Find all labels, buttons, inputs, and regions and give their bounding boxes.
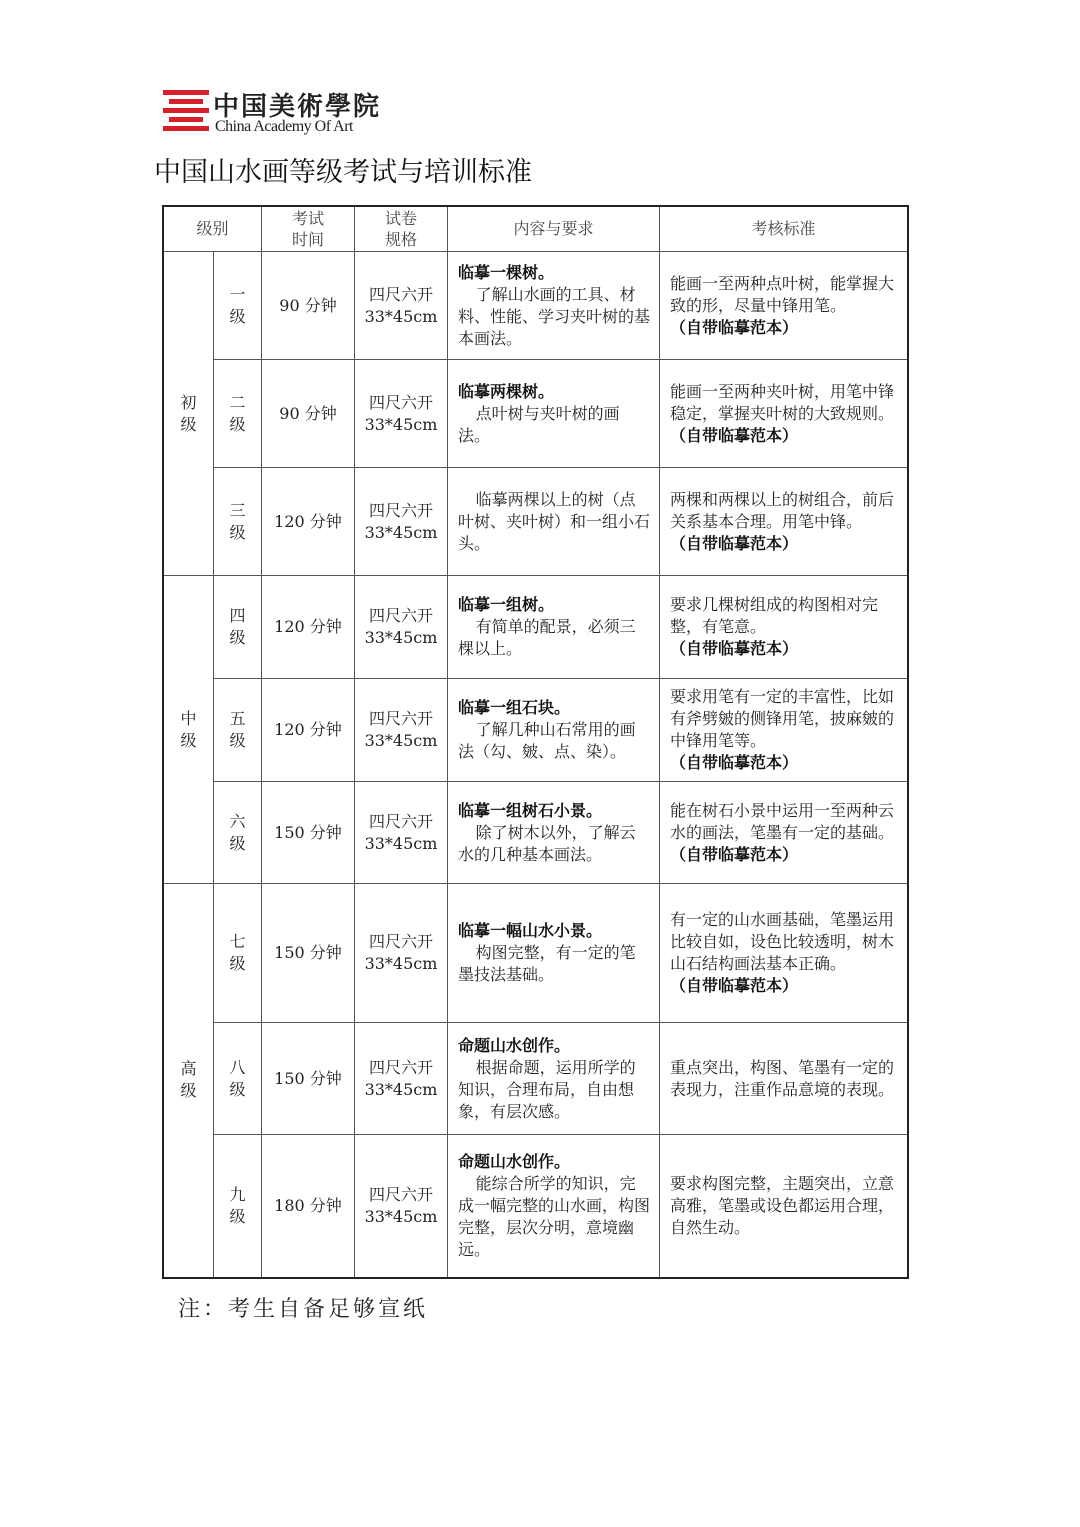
table-row xyxy=(163,782,908,884)
content-title: 临摹一组树石小景。 xyxy=(458,800,603,820)
content-body: 了解几种山石常用的画法（勾、皴、点、染）。 xyxy=(458,720,636,761)
content-body: 有简单的配景，必须三棵以上。 xyxy=(458,617,636,658)
header-spec: 试卷规格 xyxy=(355,206,448,252)
spec-cell: 四尺六开 33*45cm xyxy=(355,468,448,576)
level-cell xyxy=(214,1135,262,1278)
content-title: 命题山水创作。 xyxy=(458,1151,571,1171)
content-title: 临摹两棵树。 xyxy=(458,381,555,401)
level-label: 三级 xyxy=(229,500,246,542)
time-cell: 90 分钟 xyxy=(262,252,355,360)
header-standard: 考核标准 xyxy=(660,206,909,252)
group-cell xyxy=(163,884,214,1278)
standard-note: （自带临摹范本） xyxy=(670,639,799,658)
level-cell xyxy=(214,360,262,468)
spec-cell: 四尺六开 33*45cm xyxy=(355,679,448,782)
standard-cell xyxy=(660,1023,909,1135)
time-cell: 150 分钟 xyxy=(262,1023,355,1135)
group-cell xyxy=(163,576,214,884)
standard-cell xyxy=(660,576,909,679)
spec-cell: 四尺六开 33*45cm xyxy=(355,782,448,884)
level-label: 九级 xyxy=(229,1184,246,1226)
group-label: 中级 xyxy=(180,708,197,750)
content-body: 根据命题，运用所学的知识，合理布局，自由想象，有层次感。 xyxy=(458,1057,636,1121)
level-cell xyxy=(214,252,262,360)
group-label: 高级 xyxy=(180,1059,197,1101)
content-body: 构图完整，有一定的笔墨技法基础。 xyxy=(458,943,636,984)
standard-cell xyxy=(660,884,909,1023)
level-label: 五级 xyxy=(229,709,246,750)
time-cell: 120 分钟 xyxy=(262,468,355,576)
level-label: 一级 xyxy=(229,284,246,326)
table-row xyxy=(163,679,908,782)
time-cell: 180 分钟 xyxy=(262,1135,355,1278)
logo-chinese-name: 中国美術學院 xyxy=(213,92,382,122)
level-label: 六级 xyxy=(229,811,246,853)
standards-table xyxy=(162,205,909,1279)
standard-text: 要求构图完整，主题突出，立意高雅，笔墨或设色都运用合理，自然生动。 xyxy=(670,1173,895,1237)
spec-cell: 四尺六开 33*45cm xyxy=(355,252,448,360)
level-label: 四级 xyxy=(229,606,246,647)
spec-cell: 四尺六开 33*45cm xyxy=(355,1135,448,1278)
time-cell: 120 分钟 xyxy=(262,576,355,679)
footnote: 注：考生自备足够宣纸 xyxy=(178,1297,429,1322)
level-label: 七级 xyxy=(229,932,246,973)
content-title: 临摹一幅山水小景。 xyxy=(458,921,603,940)
content-cell xyxy=(448,1135,660,1278)
table-row xyxy=(163,252,908,360)
group-label: 初级 xyxy=(180,392,197,434)
logo-english-name: China Academy Of Art xyxy=(215,118,353,135)
content-title: 临摹一组树。 xyxy=(458,595,555,614)
standard-cell xyxy=(660,468,909,576)
standard-text: 要求用笔有一定的丰富性，比如有斧劈皴的侧锋用笔，披麻皴的中锋用笔等。 xyxy=(670,687,895,750)
content-body: 能综合所学的知识，完成一幅完整的山水画，构图完整，层次分明，意境幽远。 xyxy=(458,1173,651,1259)
standard-cell xyxy=(660,782,909,884)
time-cell: 150 分钟 xyxy=(262,782,355,884)
standard-note: （自带临摹范本） xyxy=(670,533,799,553)
level-label: 八级 xyxy=(229,1057,246,1099)
content-body: 了解山水画的工具、材料、性能、学习夹叶树的基本画法。 xyxy=(458,284,651,348)
standard-cell xyxy=(660,679,909,782)
standard-note: （自带临摹范本） xyxy=(670,425,799,445)
header-time: 考试时间 xyxy=(262,206,355,252)
standard-text: 能画一至两种点叶树，能掌握大致的形，尽量中锋用笔。 xyxy=(670,273,895,315)
table-row xyxy=(163,468,908,576)
content-cell xyxy=(448,782,660,884)
content-title: 临摹一棵树。 xyxy=(458,262,555,282)
content-body: 除了树木以外，了解云水的几种基本画法。 xyxy=(458,822,636,864)
level-cell xyxy=(214,679,262,782)
content-cell xyxy=(448,360,660,468)
standard-cell xyxy=(660,360,909,468)
header-content: 内容与要求 xyxy=(448,206,660,252)
content-cell xyxy=(448,1023,660,1135)
level-cell xyxy=(214,782,262,884)
content-cell xyxy=(448,252,660,360)
standard-note: （自带临摹范本） xyxy=(670,976,799,995)
standard-text: 重点突出，构图、笔墨有一定的表现力，注重作品意境的表现。 xyxy=(670,1057,895,1099)
standard-text: 有一定的山水画基础，笔墨运用比较自如，设色比较透明，树木山石结构画法基本正确。 xyxy=(670,910,895,973)
standard-text: 能画一至两种夹叶树，用笔中锋稳定，掌握夹叶树的大致规则。 xyxy=(670,381,895,423)
level-cell xyxy=(214,884,262,1023)
page-title: 中国山水画等级考试与培训标准 xyxy=(154,157,532,188)
content-cell xyxy=(448,576,660,679)
content-cell xyxy=(448,884,660,1023)
table-row xyxy=(163,884,908,1023)
level-label: 二级 xyxy=(229,392,246,434)
spec-cell: 四尺六开 33*45cm xyxy=(355,884,448,1023)
content-title: 命题山水创作。 xyxy=(458,1035,571,1055)
logo-mark-icon xyxy=(163,90,209,132)
level-cell xyxy=(214,468,262,576)
standard-note: （自带临摹范本） xyxy=(670,753,799,772)
time-cell: 150 分钟 xyxy=(262,884,355,1023)
content-body: 临摹两棵以上的树（点叶树、夹叶树）和一组小石头。 xyxy=(458,489,651,553)
header-level: 级别 xyxy=(163,206,262,252)
time-cell: 90 分钟 xyxy=(262,360,355,468)
standard-cell xyxy=(660,252,909,360)
table-header-row xyxy=(163,206,908,252)
standard-note: （自带临摹范本） xyxy=(670,317,799,337)
standard-text: 能在树石小景中运用一至两种云水的画法，笔墨有一定的基础。 xyxy=(670,800,895,842)
table-row xyxy=(163,1023,908,1135)
content-body: 点叶树与夹叶树的画法。 xyxy=(458,403,620,445)
standard-text: 两棵和两棵以上的树组合，前后关系基本合理。用笔中锋。 xyxy=(670,489,895,531)
standard-text: 要求几棵树组成的构图相对完整，有笔意。 xyxy=(670,595,879,636)
content-title: 临摹一组石块。 xyxy=(458,698,571,717)
standard-note: （自带临摹范本） xyxy=(670,844,799,864)
content-cell xyxy=(448,679,660,782)
standard-cell xyxy=(660,1135,909,1278)
china-academy-of-art-logo xyxy=(163,88,403,138)
content-cell xyxy=(448,468,660,576)
spec-cell: 四尺六开 33*45cm xyxy=(355,1023,448,1135)
spec-cell: 四尺六开 33*45cm xyxy=(355,576,448,679)
table-row xyxy=(163,576,908,679)
group-cell xyxy=(163,252,214,576)
time-cell: 120 分钟 xyxy=(262,679,355,782)
table-row xyxy=(163,1135,908,1278)
spec-cell: 四尺六开 33*45cm xyxy=(355,360,448,468)
level-cell xyxy=(214,576,262,679)
level-cell xyxy=(214,1023,262,1135)
table-row xyxy=(163,360,908,468)
